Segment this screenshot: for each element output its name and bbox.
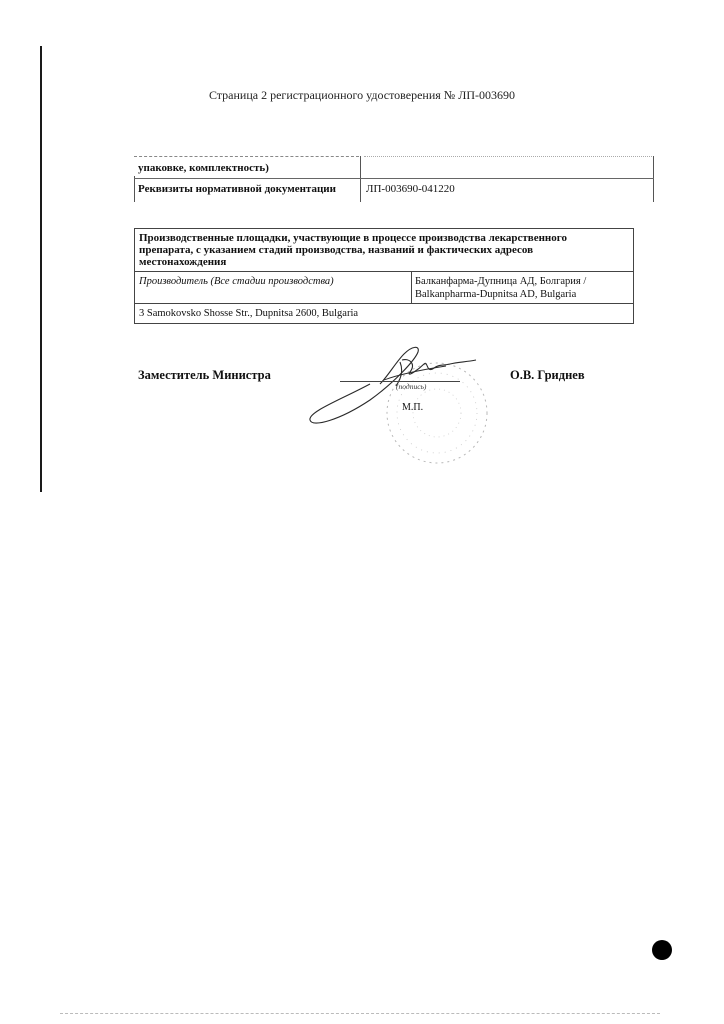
manufacturer-name-ru: Балканфарма-Дупница АД, Болгария / [415,276,587,287]
signatory-title: Заместитель Министра [138,368,271,382]
manufacturer-name-en: Balkanpharma-Dupnitsa AD, Bulgaria [415,289,577,300]
stamp-label: М.П. [402,402,424,413]
table-border [134,176,135,202]
row-divider [135,303,633,304]
page-title: Страница 2 регистрационного удостоверения № ЛП-003690 [208,88,516,102]
column-divider [411,271,412,303]
table-border [653,156,654,202]
production-sites-header: Производственные площадки, участвующие в процессе производства лекарственного препарата, с указанием стадий производства, названий и фактических адресов местонахождения [139,232,567,268]
row-divider [134,178,654,179]
manufacturer-role: Производитель (Все стадии производства) [139,276,334,287]
registration-details-table [134,156,654,202]
scan-margin-bar [40,46,42,492]
bottom-scan-line [60,1013,660,1014]
row-divider [135,271,633,272]
packaging-label: упаковке, комплектность) [138,162,269,174]
black-dot-mark [652,940,672,960]
normative-docs-value: ЛП-003690-041220 [366,183,455,195]
column-divider [360,156,361,202]
manufacturer-address: 3 Samokovsko Shosse Str., Dupnitsa 2600, Bulgaria [139,308,359,319]
normative-docs-label: Реквизиты нормативной документации [138,183,336,195]
table-top-line [134,156,359,157]
table-top-line [364,156,654,157]
production-sites-table [134,228,634,324]
signatory-name: О.В. Гриднев [510,368,585,382]
signature-caption: (подпись) [396,382,427,391]
